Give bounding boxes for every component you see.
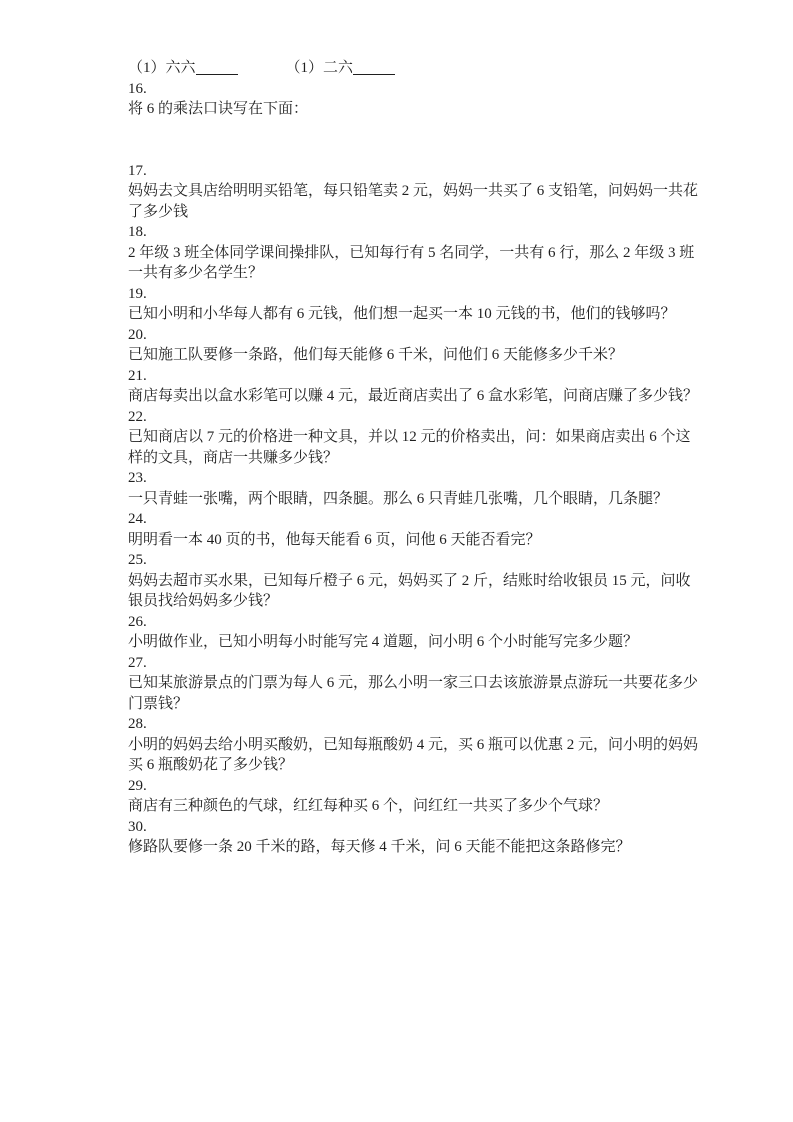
question-number: 28. xyxy=(128,716,147,732)
question-text-line: 妈妈去文具店给明明买铅笔，每只铅笔卖 2 元，妈妈一共买了 6 支铅笔，问妈妈一共花 xyxy=(128,183,699,199)
question-number: 20. xyxy=(128,326,147,343)
spacer-line xyxy=(128,120,668,141)
question-text-line: 2 年级 3 班全体同学课间操排队，已知每行有 5 名同学，一共有 6 行，那么 2 年级 3 班 xyxy=(128,244,695,261)
question-text-line: 一只青蛙一张嘴，两个眼睛，四条腿。那么 6 只青蛙几张嘴，几个眼睛，几条腿？ xyxy=(128,490,669,507)
question-text-line: 门票钱？ xyxy=(128,695,189,712)
fill-blank-item xyxy=(128,58,238,79)
question-number: 24. xyxy=(128,511,147,527)
question-text-line: 已知施工队要修一条路，他们每天能修 6 千米，问他们 6 天能修多少千米？ xyxy=(128,347,624,363)
question-text-line: 买 6 瓶酸奶花了多少钱？ xyxy=(128,757,294,773)
question-number: 25. xyxy=(128,552,147,568)
question-text-line: 银员找给妈妈多少钱？ xyxy=(128,593,279,609)
question-number: 27. xyxy=(128,654,147,671)
question-text-line: 了多少钱 xyxy=(128,203,189,220)
fill-blank-label: （1）六六 xyxy=(128,60,196,76)
question-text-line: 明明看一本 40 页的书，他每天能看 6 页，问他 6 天能否看完？ xyxy=(128,531,541,548)
question-number: 18. xyxy=(128,224,147,240)
question-text-line: 已知商店以 7 元的价格进一种文具，并以 12 元的价格卖出，问：如果商店卖出 6 个这 xyxy=(128,429,691,445)
question-number: 29. xyxy=(128,777,147,794)
question-number: 16. xyxy=(128,80,147,97)
question-text-line: 商店有三种颜色的气球，红红每种买 6 个，问红红一共买了多少个气球？ xyxy=(128,798,609,814)
question-number: 17. xyxy=(128,162,147,179)
question-text-line: 小明的妈妈去给小明买酸奶，已知每瓶酸奶 4 元，买 6 瓶可以优惠 2 元，问小明的妈妈 xyxy=(128,736,699,753)
question-number: 22. xyxy=(128,408,147,425)
question-text-line: 修路队要修一条 20 千米的路，每天修 4 千米，问 6 天能不能把这条路修完？ xyxy=(128,839,631,855)
question-text-line: 一共有多少名学生？ xyxy=(128,265,264,281)
question-text-line: 已知小明和小华每人都有 6 元钱，他们想一起买一本 10 元钱的书，他们的钱够吗？ xyxy=(128,306,676,322)
fill-blank-row xyxy=(128,58,668,79)
question-number: 21. xyxy=(128,367,147,384)
question-number: 23. xyxy=(128,470,147,486)
answer-blank-line xyxy=(196,62,238,75)
question-text-line: 商店每卖出以盒水彩笔可以赚 4 元，最近商店卖出了 6 盒水彩笔，问商店赚了多少钱？ xyxy=(128,388,699,404)
question-text-line: 将 6 的乘法口诀写在下面： xyxy=(128,101,309,117)
answer-blank-line xyxy=(353,62,395,75)
worksheet xyxy=(128,58,699,858)
question-number: 30. xyxy=(128,818,147,835)
fill-blank-label: （1）二六 xyxy=(285,60,354,76)
question-text-line: 样的文具，商店一共赚多少钱？ xyxy=(128,449,339,466)
question-text-line: 已知某旅游景点的门票为每人 6 元，那么小明一家三口去该旅游景点游玩一共要花多少 xyxy=(128,675,699,691)
question-number: 26. xyxy=(128,613,147,630)
fill-blank-item xyxy=(286,58,396,79)
question-text-line: 妈妈去超市买水果，已知每斤橙子 6 元，妈妈买了 2 斤，结账时给收银员 15 元，问收 xyxy=(128,572,691,589)
question-text-line: 小明做作业，已知小明每小时能写完 4 道题，问小明 6 个小时能写完多少题？ xyxy=(128,634,639,650)
spacer-line xyxy=(128,140,668,161)
question-number: 19. xyxy=(128,285,147,302)
